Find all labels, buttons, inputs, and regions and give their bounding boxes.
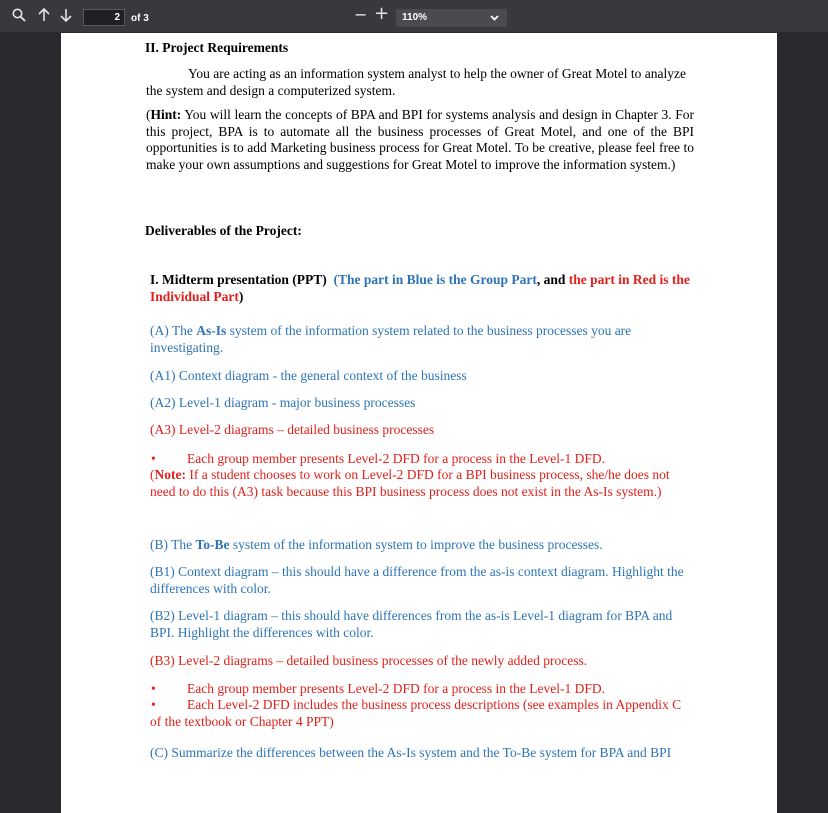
hint-paragraph: (Hint: You will learn the concepts of BPA and BPI for systems analysis and design in Chapter 3. For this project, BPA is to automate all the business processes of Great Motel, and one of the BPI opportunities is to add Marketing business process for Great Motel. To be creative, please feel free to make your own assumptions and suggestions for Great Motel to improve the information system.) [146,107,694,172]
page-number-input[interactable]: 2 [83,9,125,26]
b3-bullet-2: Each Level-2 DFD includes the business process descriptions (see examples in Appendix C of the textbook or Chapter 4 PPT) [150,697,682,729]
individual-part-note: the part in Red is the Individual Part [150,272,690,304]
item-a-asis: As-Is [196,323,227,338]
bullet-marker: • [151,697,156,712]
item-b3: (B3) Level-2 diagrams – detailed business processes of the newly added process. [150,653,588,668]
item-c: (C) Summarize the differences between the As-Is system and the To-Be system for BPA and BPI [150,745,672,760]
document-page [61,33,777,813]
item-b1: (B1) Context diagram – this should have a difference from the as-is context diagram. Highlight the differences with color. [150,564,684,596]
note-text: If a student chooses to work on Level-2 DFD for a BPI business process, she/he does not need to do this (A3) task because this BPI business process does not exist in the As-Is system.) [150,467,670,499]
a3-note: (Note: If a student chooses to work on Level-2 DFD for a BPI business process, she/he does not need to do this (A3) task because this BPI business process does not exist in the As-Is system.) [150,467,670,499]
item-a2: (A2) Level-1 diagram - major business processes [150,395,416,410]
item-a1: (A1) Context diagram - the general context of the business [150,368,467,383]
chevron-down-icon [490,9,499,34]
bullet-marker: • [151,681,156,696]
item-a3: (A3) Level-2 diagrams – detailed business processes [150,422,435,437]
search-icon[interactable] [12,8,26,25]
item-a-prefix: (A) The [150,323,197,338]
item-b-tobe: To-Be [195,537,230,552]
item-a [150,323,690,356]
item-b-prefix: (B) The [150,537,196,552]
group-part-note: (The part in Blue is the Group Part [333,272,537,287]
item-b [150,537,603,554]
bullet-marker: • [151,451,156,466]
zoom-out-button[interactable]: − [354,5,368,24]
a3-bullet: Each group member presents Level-2 DFD for a process in the Level-1 DFD. [187,451,605,466]
deliverables-heading: Deliverables of the Project: [145,223,302,238]
zoom-value: 110% [402,12,428,23]
hint-label: Hint: [150,107,182,122]
arrow-down-icon[interactable] [60,8,72,25]
midterm-and: , and [536,272,569,287]
item-b2: (B2) Level-1 diagram – this should have differences from the as-is Level-1 diagram for BPA and BPI. Highlight the differences with color. [150,608,673,640]
hint-text: You will learn the concepts of BPA and BPI for systems analysis and design in Chapter 3. For this project, BPA is to automate all the business processes of Great Motel, and one of the BPI opportunities is to add Marketing business process for Great Motel. To be creative, please feel free to make your own assumptions and suggestions for Great Motel to improve the information system.) [146,107,694,172]
pdf-toolbar [0,0,828,32]
section-heading: II. Project Requirements [145,40,289,55]
arrow-up-icon[interactable] [38,8,50,25]
midterm-heading: I. Midterm presentation (PPT) (The part in Blue is the Group Part, and the part in Red is the Individual Part) [150,272,690,304]
midterm-title: I. Midterm presentation (PPT) [150,272,327,287]
item-b-rest: system of the information system to improve the business processes. [229,537,603,552]
note-label: Note: [154,467,186,482]
intro-paragraph: You are acting as an information system analyst to help the owner of Great Motel to analyze the system and design a computerized system. [146,66,686,98]
zoom-in-button[interactable]: + [374,3,390,24]
b3-bullet-1: Each group member presents Level-2 DFD for a process in the Level-1 DFD. [187,681,605,696]
item-a-rest: system of the information system related to the business processes you are investigating. [150,323,632,355]
page-count-label: of 3 [131,13,149,24]
zoom-select[interactable] [396,9,507,27]
